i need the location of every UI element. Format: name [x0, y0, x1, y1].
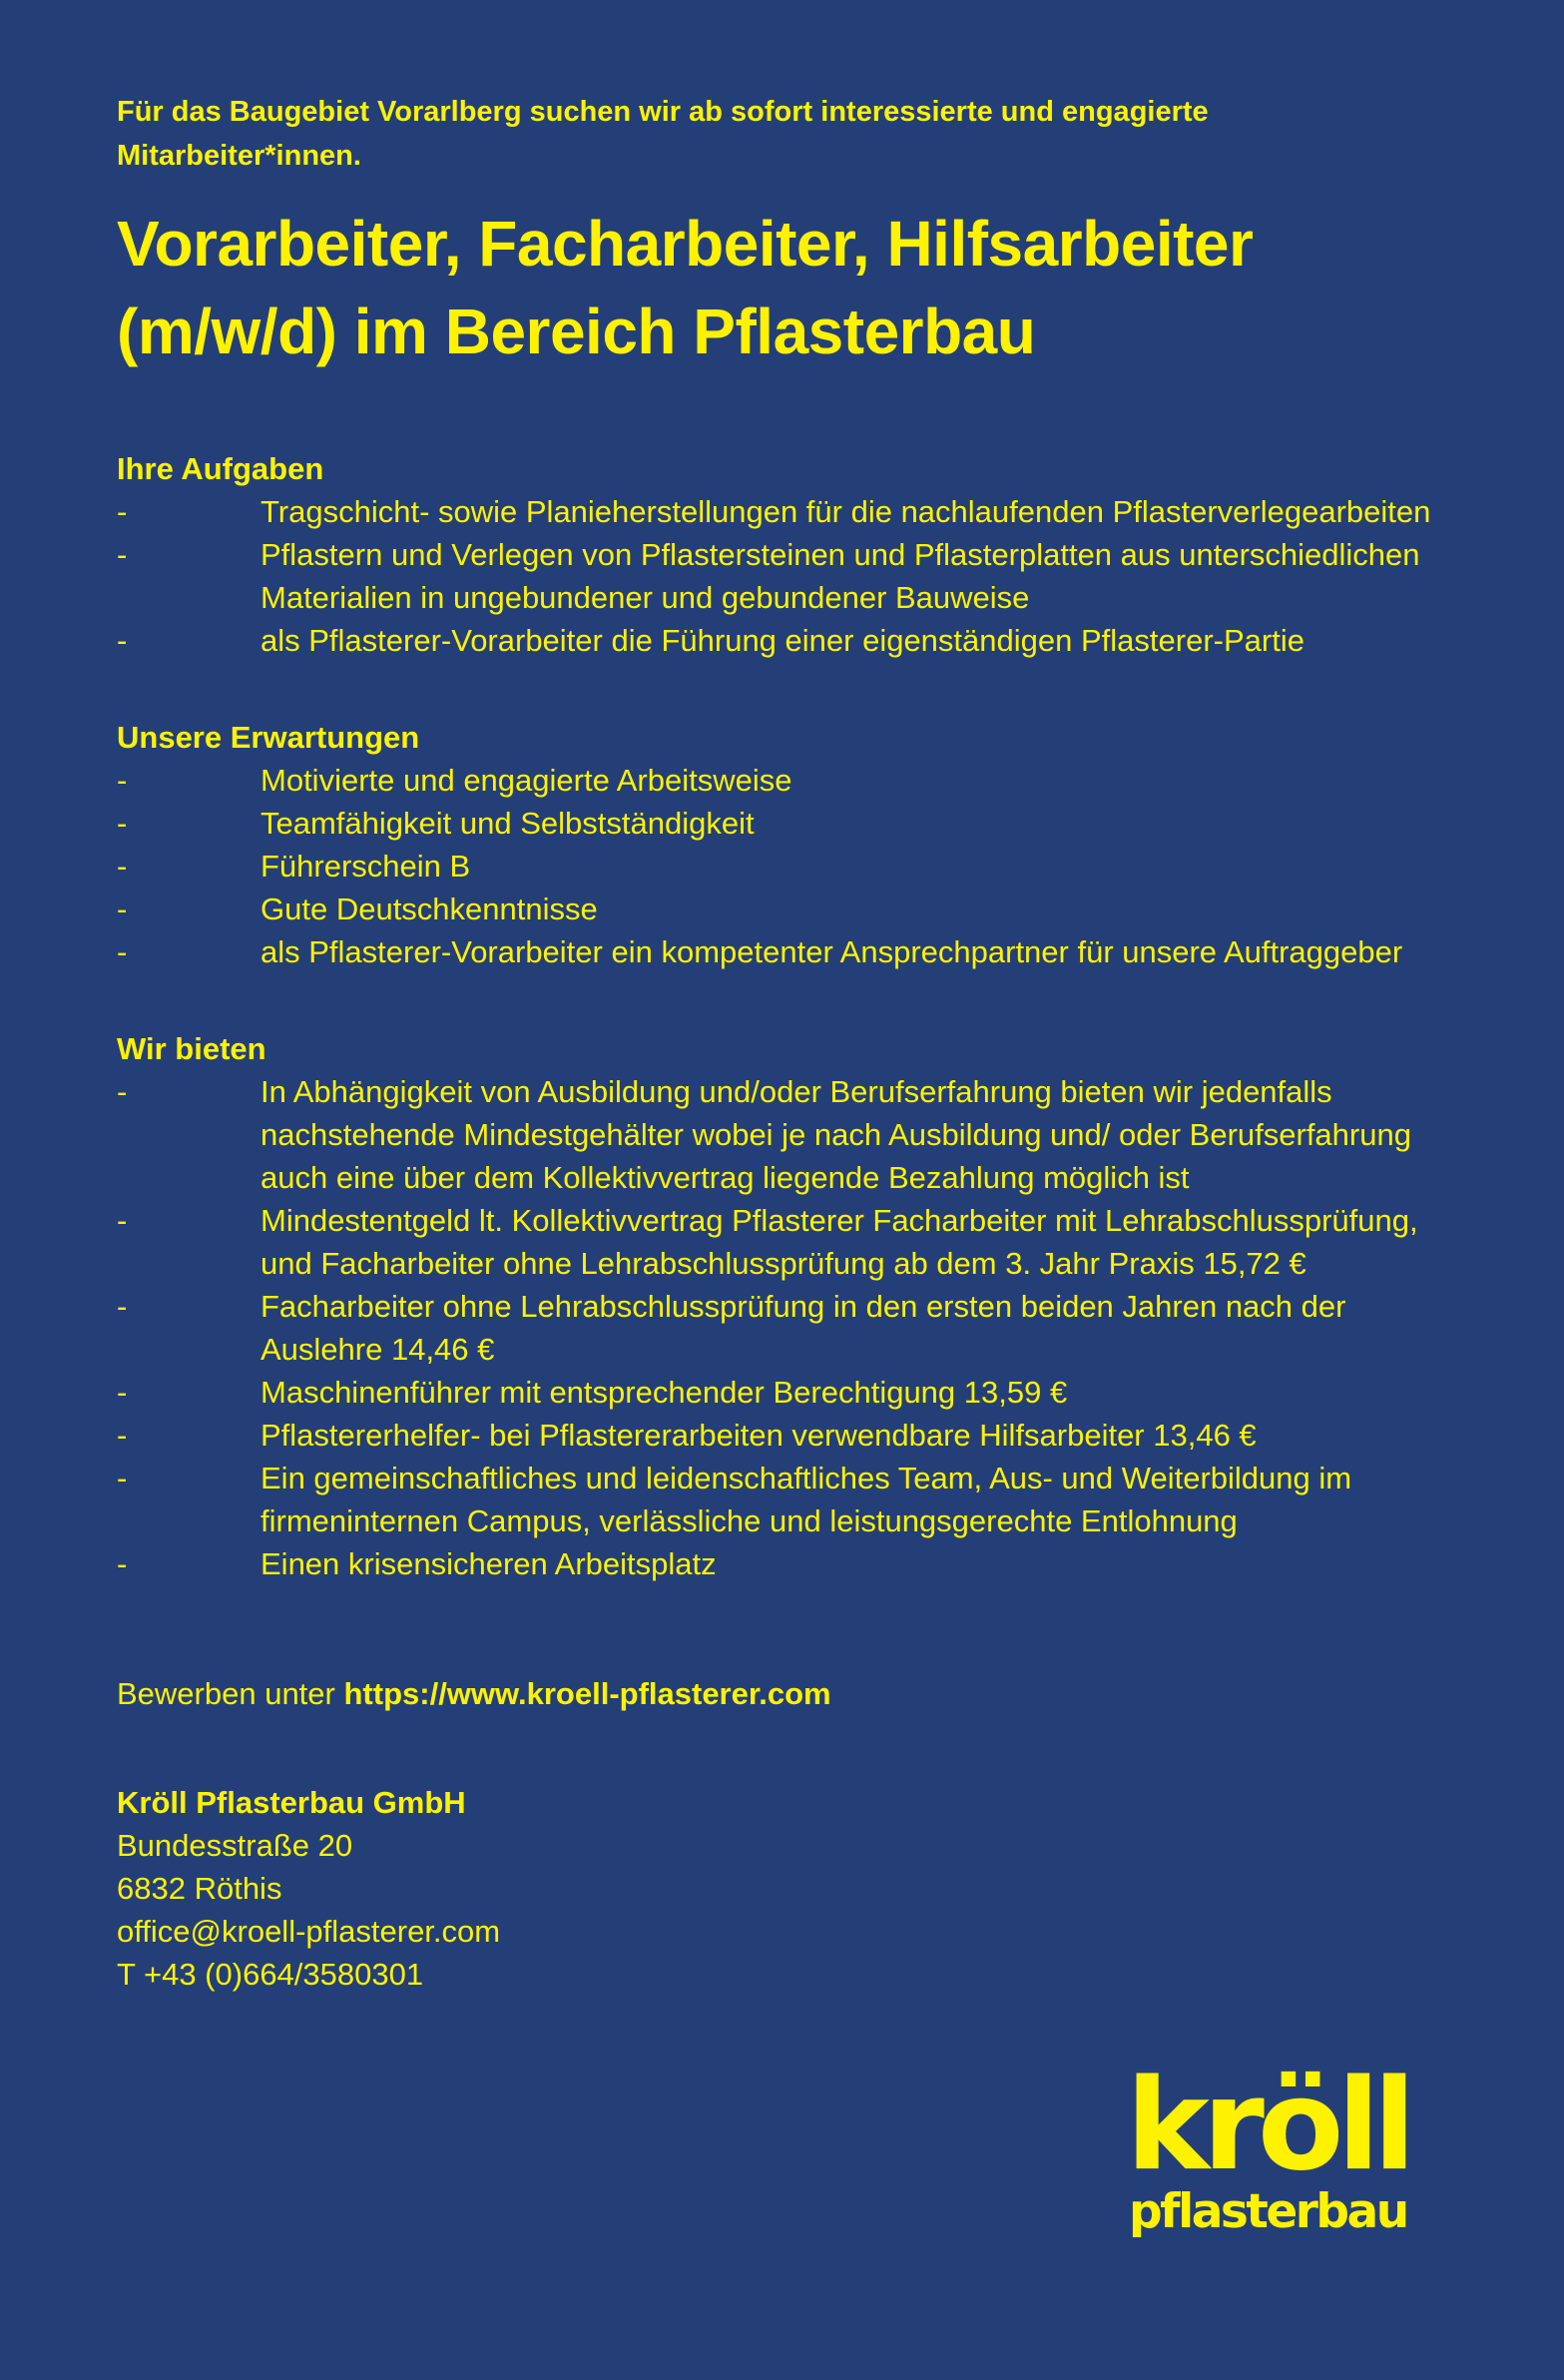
- list-item-text: als Pflasterer-Vorarbeiter die Führung einer eigenständigen Pflasterer-Partie: [261, 623, 1304, 658]
- list-item: [117, 1371, 1454, 1414]
- list-item: [117, 759, 1454, 802]
- section-heading-erwartungen: Unsere Erwartungen: [117, 720, 420, 755]
- email-link[interactable]: office@kroell-pflasterer.com: [117, 1914, 501, 1949]
- list-item-text: Ein gemeinschaftliches und leidenschaftliches Team, Aus- und Weiterbildung im firmeninternen Campus, verlässliche und leistungsgerechte Entlohnung: [261, 1461, 1352, 1538]
- address-street: Bundesstraße 20: [117, 1828, 353, 1863]
- job-title: [117, 200, 1454, 375]
- logo-subline: pflasterbau: [1129, 2184, 1407, 2239]
- bullet-dash: -: [117, 1074, 128, 1109]
- job-title-line-2: (m/w/d) im Bereich Pflasterbau: [117, 296, 1036, 367]
- bullet-dash: -: [117, 934, 128, 969]
- kroell-logo: [1126, 2052, 1425, 2252]
- logo-wordmark: kröll: [1126, 2052, 1409, 2198]
- bullet-dash: -: [117, 763, 128, 798]
- list-item: [117, 845, 1454, 888]
- section-heading-aufgaben: Ihre Aufgaben: [117, 451, 324, 486]
- bullet-dash: -: [117, 1461, 128, 1495]
- erwartungen-list: [117, 759, 1454, 973]
- list-item: [117, 930, 1454, 973]
- list-item: [117, 888, 1454, 930]
- job-ad: [117, 90, 1454, 1996]
- address-city: 6832 Röthis: [117, 1871, 282, 1906]
- bullet-dash: -: [117, 494, 128, 529]
- bullet-dash: -: [117, 1289, 128, 1324]
- contact-block: [117, 1781, 1454, 1996]
- list-item: [117, 490, 1454, 533]
- bullet-dash: -: [117, 1418, 128, 1453]
- bullet-dash: -: [117, 1546, 128, 1581]
- bullet-dash: -: [117, 849, 128, 884]
- bullet-dash: -: [117, 537, 128, 572]
- intro-text: Für das Baugebiet Vorarlberg suchen wir ab sofort interessierte und engagierte Mitarbeiter*innen.: [117, 96, 1209, 172]
- apply-prefix: Bewerben unter: [117, 1676, 335, 1711]
- list-item-text: Teamfähigkeit und Selbstständigkeit: [261, 806, 755, 841]
- list-item-text: Mindestentgeld lt. Kollektivvertrag Pflasterer Facharbeiter mit Lehrabschlussprüfung, und Facharbeiter ohne Lehrabschlussprüfung ab dem 3. Jahr Praxis 15,72 €: [261, 1203, 1418, 1281]
- list-item: [117, 1414, 1454, 1457]
- bullet-dash: -: [117, 806, 128, 841]
- section-heading-bieten: Wir bieten: [117, 1031, 266, 1066]
- phone-number: T +43 (0)664/3580301: [117, 1957, 424, 1992]
- job-title-line-1: Vorarbeiter, Facharbeiter, Hilfsarbeiter: [117, 208, 1254, 280]
- bullet-dash: -: [117, 1375, 128, 1410]
- list-item-text: Pflastern und Verlegen von Pflastersteinen und Pflasterplatten aus unterschiedlichen Materialien in ungebundener und gebundener Bauweise: [261, 537, 1420, 615]
- list-item-text: In Abhängigkeit von Ausbildung und/oder Berufserfahrung bieten wir jedenfalls nachstehende Mindestgehälter wobei je nach Ausbildung und/ oder Berufserfahrung auch eine über dem Kollektivvertrag liegende Bezahlung möglich ist: [261, 1074, 1411, 1195]
- bieten-list: [117, 1070, 1454, 1585]
- section-bieten: [117, 1027, 1454, 1585]
- bullet-dash: -: [117, 892, 128, 926]
- list-item: [117, 1285, 1454, 1371]
- section-aufgaben: [117, 447, 1454, 662]
- list-item: [117, 1199, 1454, 1285]
- bullet-dash: -: [117, 1203, 128, 1238]
- apply-line: [117, 1672, 1454, 1715]
- list-item-text: Facharbeiter ohne Lehrabschlussprüfung in den ersten beiden Jahren nach der Auslehre 14,46 €: [261, 1289, 1346, 1367]
- list-item: [117, 1457, 1454, 1542]
- aufgaben-list: [117, 490, 1454, 662]
- list-item-text: Einen krisensicheren Arbeitsplatz: [261, 1546, 717, 1581]
- list-item: [117, 802, 1454, 845]
- list-item: [117, 1070, 1454, 1199]
- list-item-text: Tragschicht- sowie Planieherstellungen für die nachlaufenden Pflasterverlegearbeiten: [261, 494, 1431, 529]
- list-item: [117, 533, 1454, 619]
- bullet-dash: -: [117, 623, 128, 658]
- list-item-text: als Pflasterer-Vorarbeiter ein kompetenter Ansprechpartner für unsere Auftraggeber: [261, 934, 1403, 969]
- list-item-text: Motivierte und engagierte Arbeitsweise: [261, 763, 792, 798]
- list-item: [117, 1542, 1454, 1585]
- list-item-text: Maschinenführer mit entsprechender Berechtigung 13,59 €: [261, 1375, 1068, 1410]
- list-item: [117, 619, 1454, 662]
- section-erwartungen: [117, 716, 1454, 973]
- list-item-text: Führerschein B: [261, 849, 471, 884]
- apply-url-link[interactable]: https://www.kroell-pflasterer.com: [343, 1676, 831, 1711]
- company-name: Kröll Pflasterbau GmbH: [117, 1785, 466, 1820]
- list-item-text: Pflastererhelfer- bei Pflastererarbeiten verwendbare Hilfsarbeiter 13,46 €: [261, 1418, 1257, 1453]
- list-item-text: Gute Deutschkenntnisse: [261, 892, 598, 926]
